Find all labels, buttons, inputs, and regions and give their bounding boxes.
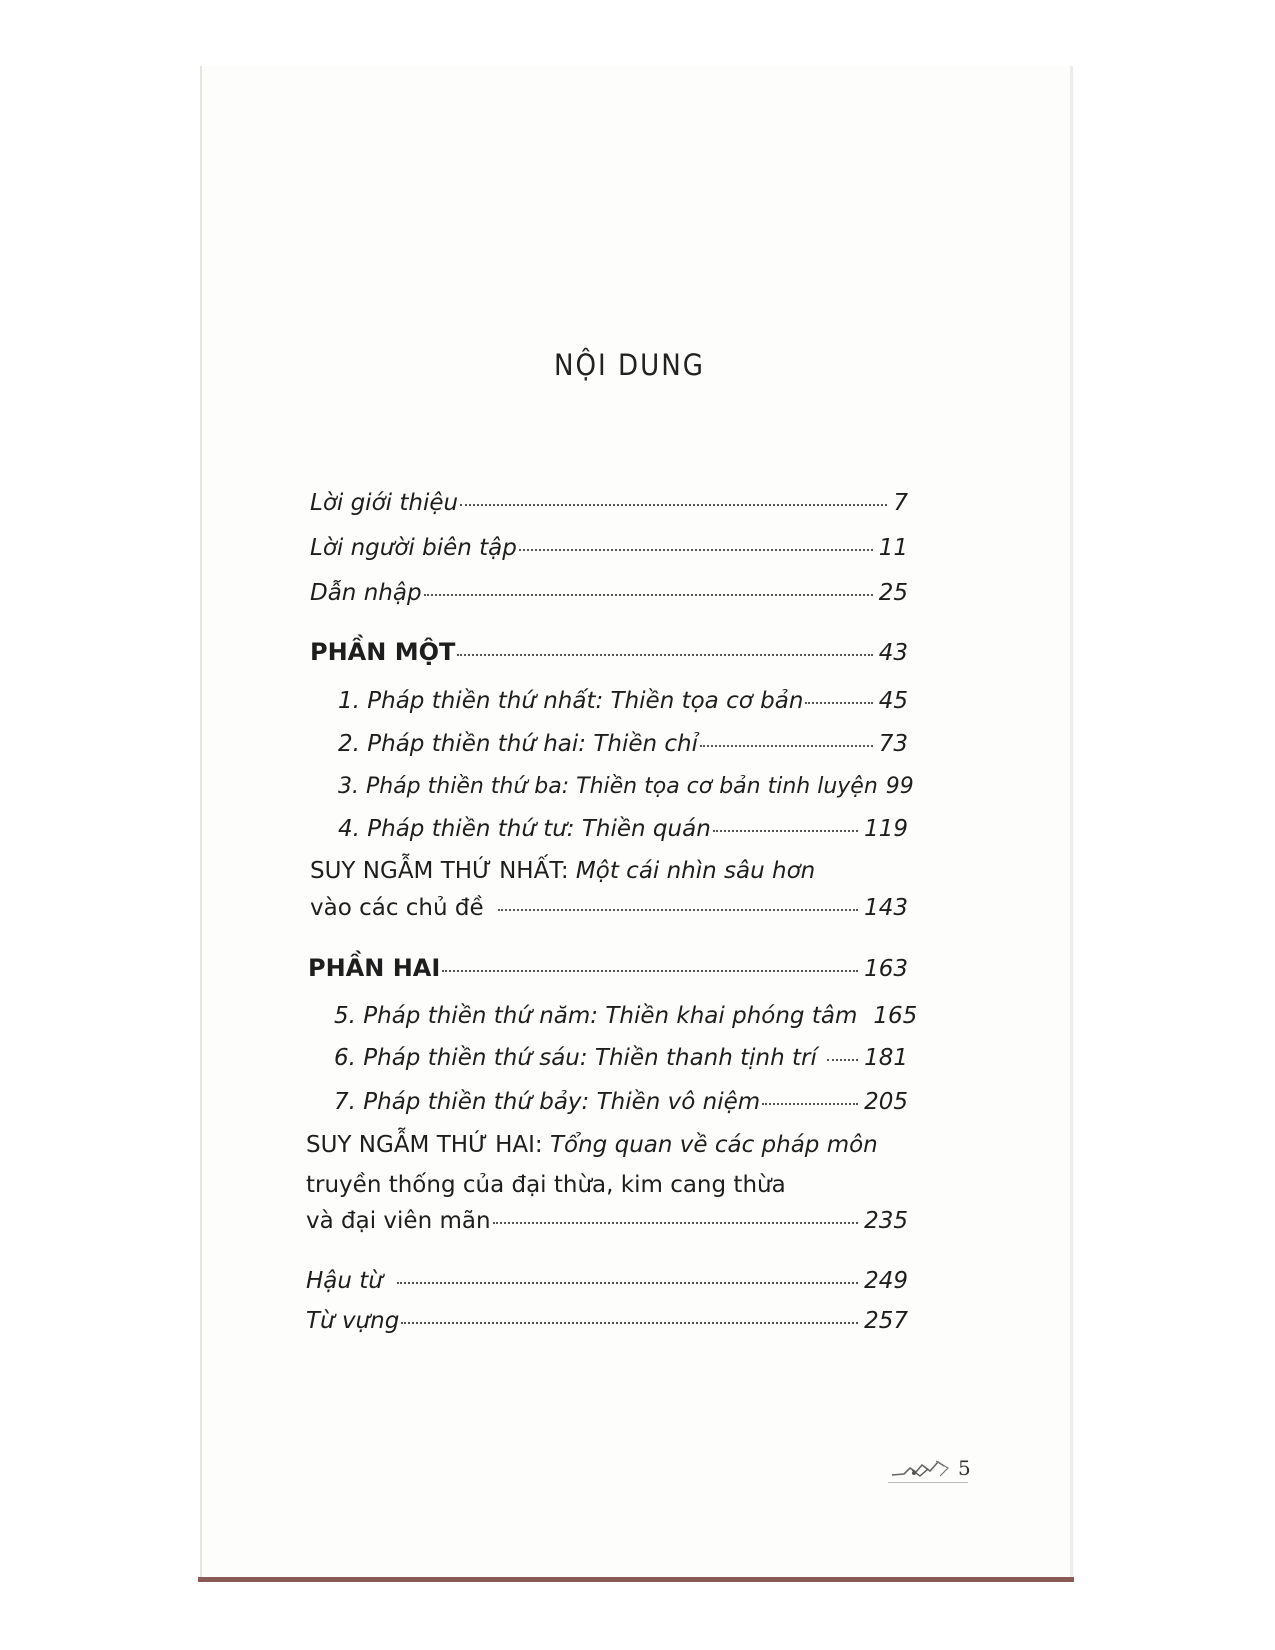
leader-dots	[700, 745, 873, 747]
reflection-prefix: SUY NGẪM THỨ NHẤT:	[310, 858, 569, 884]
leader-dots	[493, 1222, 859, 1224]
reflection-title: Tổng quan về các pháp môn	[549, 1132, 878, 1158]
toc-entry-intro	[310, 492, 908, 515]
toc-entry-page: 205	[864, 1089, 908, 1115]
toc-entry-page: 249	[864, 1268, 908, 1294]
toc-entry-page: 43	[878, 640, 908, 666]
toc-entry-page: 45	[878, 688, 908, 714]
toc-entry-afterword	[306, 1270, 908, 1293]
toc-entry-page: 165	[873, 1003, 918, 1029]
toc-entry-page: 163	[864, 956, 908, 982]
toc-reflection-1	[310, 897, 908, 920]
toc-entry-label: 1. Pháp thiền thứ nhất: Thiền tọa cơ bản	[338, 688, 804, 714]
leader-dots	[713, 830, 858, 832]
reflection-title-cont: truyền thống của đại thừa, kim cang thừa	[306, 1172, 786, 1198]
toc-reflection-2-line2	[306, 1174, 786, 1197]
page-title: NỘI DUNG	[554, 348, 705, 382]
leader-dots	[519, 549, 873, 551]
toc-entry-label: Lời giới thiệu	[310, 490, 459, 516]
page-number: 5	[958, 1456, 971, 1480]
toc-reflection-2	[306, 1210, 908, 1233]
toc-entry-label: Hậu từ	[306, 1268, 383, 1294]
toc-entry-page: 235	[864, 1208, 908, 1234]
toc-entry-page: 25	[878, 580, 908, 606]
toc-entry-glossary	[306, 1310, 908, 1333]
toc-entry-label: 3. Pháp thiền thứ ba: Thiền tọa cơ bản tinh luyện	[338, 774, 878, 799]
toc-reflection-2-line1	[306, 1134, 878, 1157]
leader-dots	[424, 594, 873, 596]
toc-entry-page: 11	[878, 535, 908, 561]
toc-part-two	[308, 956, 908, 981]
leader-dots	[401, 1322, 858, 1324]
toc-entry-page: 181	[864, 1045, 908, 1071]
toc-entry-label: Từ vựng	[306, 1308, 400, 1334]
toc-entry-meditation-1	[338, 690, 908, 713]
footer-rule	[888, 1482, 968, 1483]
toc-reflection-1-line1	[310, 860, 815, 883]
toc-entry-label: vào các chủ đề	[310, 895, 484, 921]
leader-dots	[827, 1059, 858, 1061]
toc-entry-label: 7. Pháp thiền thứ bảy: Thiền vô niệm	[334, 1089, 761, 1115]
toc-entry-page: 73	[878, 731, 908, 757]
toc-part-label: PHẦN MỘT	[310, 638, 456, 666]
leader-dots	[805, 702, 872, 704]
decorative-ornament-icon	[890, 1456, 952, 1480]
toc-entry-label: 2. Pháp thiền thứ hai: Thiền chỉ	[338, 731, 699, 757]
leader-dots	[457, 654, 872, 656]
toc-entry-page: 7	[893, 490, 908, 516]
toc-entry-label: và đại viên mãn	[306, 1208, 491, 1234]
toc-entry-meditation-5	[334, 1003, 918, 1029]
toc-entry-label: 5. Pháp thiền thứ năm: Thiền khai phóng tâm	[334, 1003, 858, 1029]
toc-entry-meditation-7	[334, 1091, 908, 1114]
toc-entry-label: 4. Pháp thiền thứ tư: Thiền quán	[338, 816, 711, 842]
toc-entry-meditation-2	[338, 733, 908, 756]
toc-entry-meditation-3	[338, 774, 914, 799]
toc-part-label: PHẦN HAI	[308, 954, 441, 982]
leader-dots	[442, 970, 858, 972]
reflection-prefix: SUY NGẪM THỨ HAI:	[306, 1132, 543, 1158]
toc-entry-meditation-6	[334, 1047, 908, 1070]
leader-dots	[460, 504, 887, 506]
toc-entry-label: Dẫn nhập	[310, 580, 422, 606]
toc-entry-page: 143	[864, 895, 908, 921]
toc-entry-page: 257	[864, 1308, 908, 1334]
toc-entry-meditation-4	[338, 818, 908, 841]
toc-entry-preface	[310, 582, 908, 605]
toc-entry-page: 99	[885, 774, 914, 799]
toc-entry-editor-note	[310, 537, 908, 560]
toc-entry-page: 119	[864, 816, 908, 842]
leader-dots	[762, 1103, 858, 1105]
toc-entry-label: Lời người biên tập	[310, 535, 517, 561]
leader-dots	[397, 1282, 858, 1284]
reflection-title: Một cái nhìn sâu hơn	[575, 858, 816, 884]
leader-dots	[498, 909, 858, 911]
page-footer	[890, 1456, 971, 1480]
toc-part-one	[310, 640, 908, 665]
toc-entry-label: 6. Pháp thiền thứ sáu: Thiền thanh tịnh trí	[334, 1045, 817, 1071]
